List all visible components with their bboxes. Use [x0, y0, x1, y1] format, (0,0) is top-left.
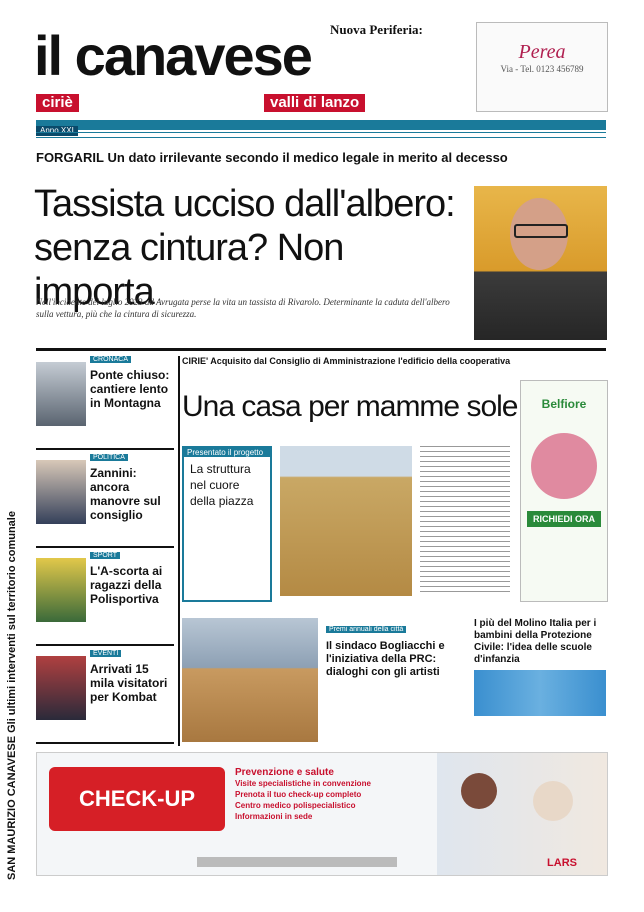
vertical-sidebar [6, 150, 24, 880]
bottom-ad-photo [437, 753, 607, 875]
lead-photo[interactable] [474, 186, 607, 340]
right-ad-brand: Belfiore [541, 397, 587, 411]
left-story[interactable] [36, 356, 174, 450]
mid-story-label: Premi annuali della città [326, 626, 406, 633]
patient-figure [533, 781, 573, 821]
group-photo[interactable] [182, 618, 318, 742]
sidebox-text: La struttura nel cuore della piazza [190, 462, 254, 508]
portrait-glasses [514, 224, 568, 238]
center-sidebox[interactable] [182, 446, 272, 602]
right-story[interactable] [474, 618, 606, 716]
story-title: L'A-scorta ai ragazzi della Polisportiva [90, 564, 163, 606]
divider [36, 132, 606, 138]
lead-kicker [36, 150, 508, 165]
right-ad-cta[interactable]: RICHIEDI ORA [527, 511, 601, 527]
right-ad[interactable] [520, 380, 608, 602]
story-image [36, 558, 86, 622]
right-story-title: I più del Molino Italia per i bambini della Protezione Civile: l'idea delle scuole d'infanzia [474, 618, 597, 665]
issue-tag: Anno XXI [36, 126, 78, 136]
lead-text: Nell'incidente del luglio 2023 ad Avrugata perse la vita un tassista di Rivarolo. Determinante la caduta dell'albero sulla vettura, più che la cintura di sicurezza. [36, 297, 450, 319]
top-ad[interactable] [476, 22, 608, 112]
masthead-tagline: Nuova Periferia: [330, 22, 423, 37]
bottom-ad-line: Centro medico polispecialistico [235, 801, 356, 810]
story-image [36, 460, 86, 524]
sidebar-text: SAN MAURIZIO CANAVESE Gli ultimi interventi sul territorio comunale [6, 511, 18, 880]
story-image [36, 362, 86, 426]
issue-band [36, 120, 606, 135]
story-label: EVENTI [90, 650, 121, 657]
bottom-ad-subtitle: Prevenzione e salute [235, 767, 334, 778]
top-ad-line: Via - Tel. 0123 456789 [500, 64, 584, 74]
left-story[interactable] [36, 454, 174, 548]
bottom-ad-line: Visite specialistiche in convenzione [235, 779, 371, 788]
lead-kicker-label: FORGARIL [36, 150, 104, 165]
divider [36, 348, 606, 351]
story-title: Arrivati 15 mila visitatori per Kombat [90, 662, 168, 704]
bottom-ad-bar [197, 857, 397, 867]
story-image [36, 656, 86, 720]
section-tab-left[interactable]: ciriè [36, 94, 79, 112]
doctor-figure [461, 773, 497, 809]
divider [178, 356, 180, 746]
section-tab-right[interactable]: valli di lanzo [264, 94, 365, 112]
lead-headline-line1: Tassista ucciso dall'albero: [34, 183, 455, 225]
bottom-ad-text [235, 767, 395, 822]
body-text-block [420, 446, 510, 596]
left-story[interactable] [36, 650, 174, 744]
center-headline[interactable]: Una casa per mamme sole [182, 390, 518, 423]
sidebox-label: Presentato il progetto [184, 448, 270, 457]
story-label: SPORT [90, 552, 120, 559]
top-ad-brand: Perea [518, 41, 566, 63]
bottom-ad[interactable] [36, 752, 608, 876]
left-story[interactable] [36, 552, 174, 646]
masthead-title: il canavese [34, 24, 311, 87]
checkup-badge: CHECK-UP [49, 767, 225, 831]
lead-kicker-text: Un dato irrilevante secondo il medico legale in merito al decesso [107, 150, 508, 165]
right-ad-image [531, 433, 597, 499]
mid-story[interactable] [326, 618, 466, 679]
center-kicker: CIRIE' Acquisito dal Consiglio di Amministrazione l'edificio della cooperativa [182, 356, 511, 366]
story-label: POLITICA [90, 454, 128, 461]
story-title: Zannini: ancora manovre sul consiglio [90, 466, 161, 522]
left-column [36, 356, 174, 748]
bottom-ad-brand: LARS [547, 857, 577, 869]
lead-headline-line2: senza cintura? Non importa [34, 227, 344, 313]
mid-story-title: Il sindaco Bogliacchi e l'iniziativa della PRC: dialoghi con gli artisti [326, 640, 445, 678]
center-photo[interactable] [280, 446, 412, 596]
bottom-ad-line: Informazioni in sede [235, 812, 313, 821]
lead-headline[interactable] [34, 182, 464, 314]
bottom-ad-line: Prenota il tuo check-up completo [235, 790, 362, 799]
right-story-image [474, 670, 606, 716]
story-label: CRONACA [90, 356, 131, 363]
story-title: Ponte chiuso: cantiere lento in Montagna [90, 368, 170, 410]
